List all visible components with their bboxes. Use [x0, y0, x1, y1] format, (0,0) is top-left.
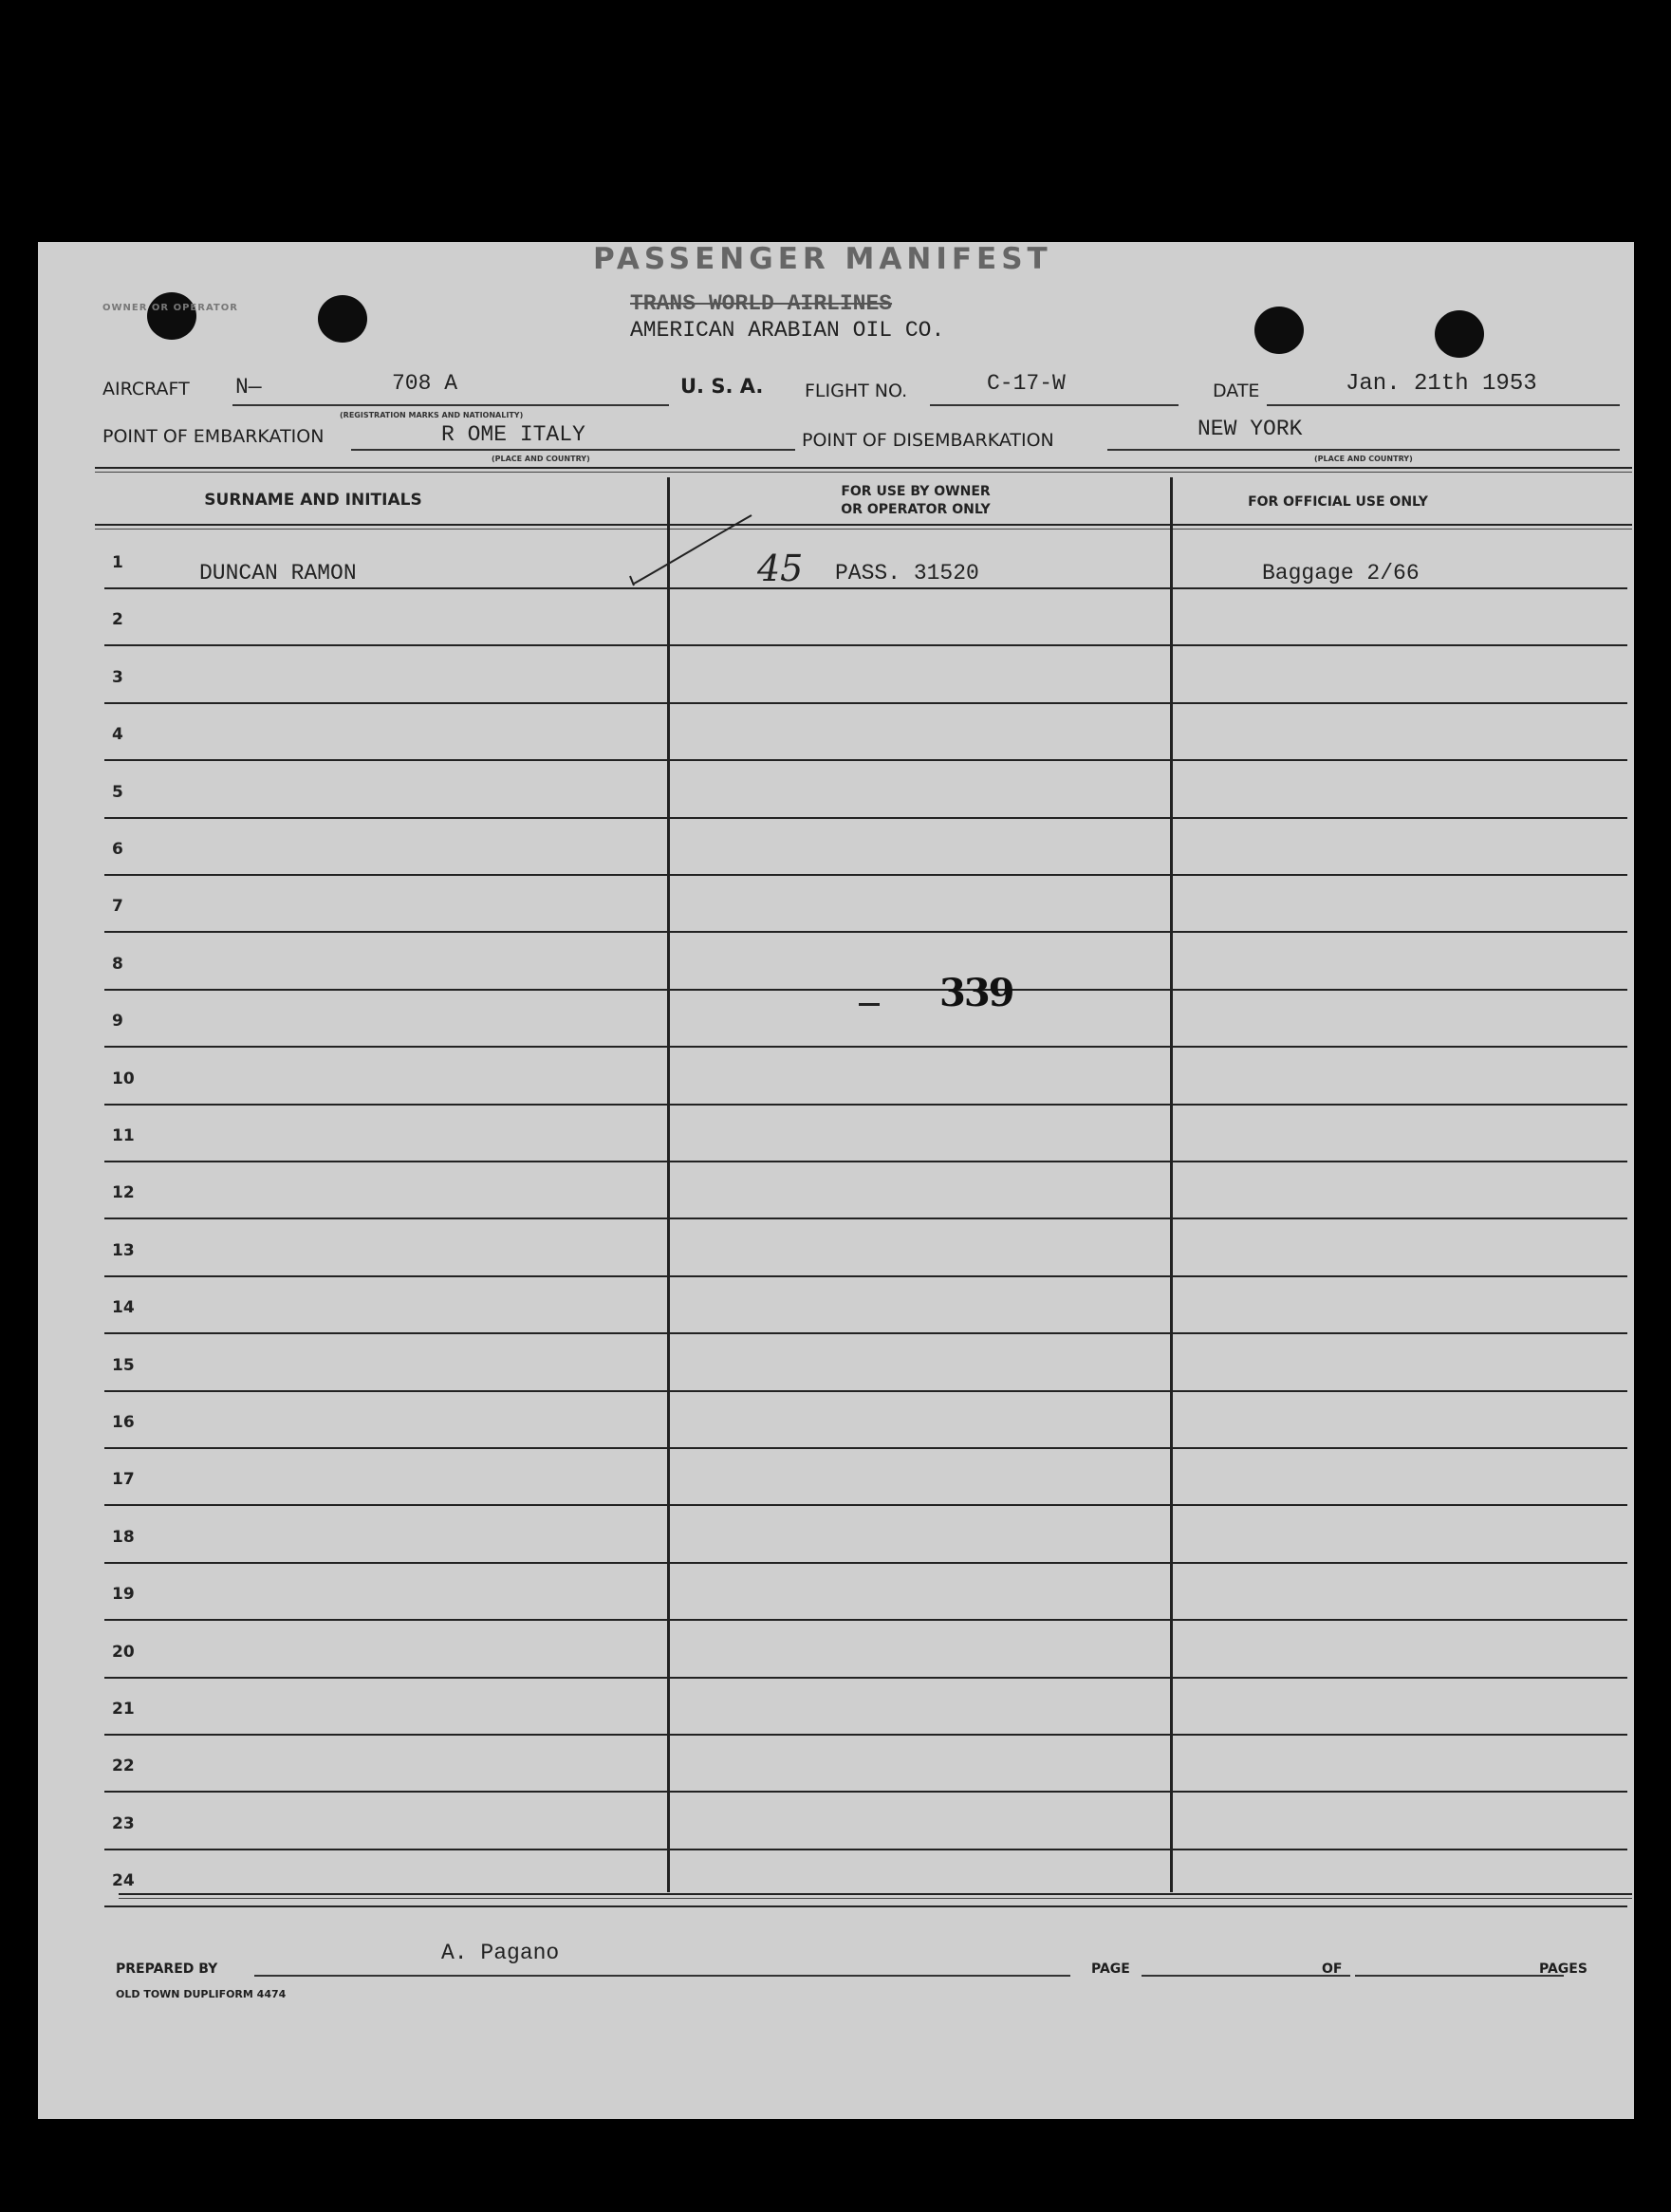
row-number: 18	[112, 1527, 135, 1547]
row-rule	[104, 1619, 1627, 1621]
row-number: 22	[112, 1757, 135, 1776]
owner-struck-value: TRANS WORLD AIRLINES	[630, 291, 893, 316]
col-header-surname: SURNAME AND INITIALS	[204, 491, 422, 510]
row-number: 9	[112, 1012, 123, 1032]
aircraft-prefix: N—	[235, 375, 262, 400]
row-1-official: Baggage 2/66	[1262, 561, 1420, 586]
row-rule	[104, 1332, 1627, 1334]
row-rule	[104, 1734, 1627, 1736]
table-top-rule	[95, 467, 1632, 473]
row-number: 11	[112, 1126, 135, 1145]
row-1-owner-mark: 45	[757, 548, 804, 589]
punch-hole-icon	[1435, 310, 1484, 358]
col-header-official: FOR OFFICIAL USE ONLY	[1248, 494, 1428, 510]
row-number: 20	[112, 1642, 135, 1662]
of-line	[1355, 1975, 1564, 1977]
aircraft-label: AIRCRAFT	[102, 379, 190, 400]
row-rule	[104, 644, 1627, 646]
row-rule	[104, 1905, 1627, 1907]
row-rule	[104, 1390, 1627, 1392]
row-rule	[104, 1046, 1627, 1048]
prepared-label: PREPARED BY	[116, 1961, 218, 1977]
pages-label: PAGES	[1539, 1961, 1587, 1977]
flight-line	[930, 404, 1179, 406]
row-rule	[104, 1447, 1627, 1449]
flight-label: FLIGHT NO.	[805, 381, 908, 401]
row-1-owner-text: PASS. 31520	[835, 561, 979, 586]
embarkation-value: R OME ITALY	[441, 422, 585, 447]
row-rule	[104, 1791, 1627, 1793]
row-rule	[104, 1161, 1627, 1162]
row-rule	[104, 931, 1627, 933]
row-number: 13	[112, 1240, 135, 1260]
column-divider	[1170, 477, 1173, 1892]
row-rule	[104, 817, 1627, 819]
prepared-value: A. Pagano	[441, 1941, 560, 1965]
row-1-name: DUNCAN RAMON	[199, 561, 357, 586]
aircraft-line	[232, 404, 669, 406]
flight-value: C-17-W	[987, 371, 1066, 396]
disembarkation-label: POINT OF DISEMBARKATION	[802, 430, 1054, 451]
row-rule	[104, 1677, 1627, 1679]
page-line	[1142, 1975, 1350, 1977]
embarkation-label: POINT OF EMBARKATION	[102, 426, 325, 447]
embarkation-line	[351, 449, 795, 451]
row-rule	[104, 989, 1627, 991]
row-rule	[104, 702, 1627, 704]
row-number: 12	[112, 1183, 135, 1203]
row-rule	[104, 587, 1627, 589]
table-header-rule	[95, 524, 1632, 530]
aircraft-value: 708 A	[392, 371, 458, 396]
row-number: 19	[112, 1585, 135, 1605]
row-number: 17	[112, 1470, 135, 1490]
row-rule	[104, 1562, 1627, 1564]
col-header-owner-line1: FOR USE BY OWNER	[841, 484, 991, 499]
row-rule	[104, 1104, 1627, 1106]
row-rule	[104, 1218, 1627, 1219]
form-title: PASSENGER MANIFEST	[593, 242, 1052, 276]
row-rule	[104, 1275, 1627, 1277]
column-divider	[667, 477, 670, 1892]
prepared-line	[254, 1975, 1070, 1977]
stamp-dash	[859, 1003, 880, 1006]
row-number: 14	[112, 1298, 135, 1318]
row-number: 10	[112, 1069, 135, 1088]
check-slash-icon	[626, 510, 759, 590]
row-number: 3	[112, 667, 123, 687]
nationality-label: U. S. A.	[680, 375, 764, 398]
page-label: PAGE	[1091, 1961, 1130, 1977]
row-number: 1	[112, 553, 123, 572]
of-label: OF	[1322, 1961, 1343, 1977]
punch-hole-icon	[1254, 307, 1304, 354]
stamp-number: 339	[939, 971, 1013, 1015]
date-line	[1267, 404, 1620, 406]
row-number: 2	[112, 610, 123, 630]
date-label: DATE	[1213, 381, 1260, 401]
row-number: 16	[112, 1413, 135, 1432]
row-number: 21	[112, 1700, 135, 1719]
owner-value: AMERICAN ARABIAN OIL CO.	[630, 318, 945, 343]
table-bottom-rule	[119, 1893, 1632, 1899]
row-rule	[104, 1849, 1627, 1850]
row-number: 15	[112, 1355, 135, 1375]
row-number: 6	[112, 840, 123, 859]
row-number: 4	[112, 725, 123, 745]
row-number: 8	[112, 954, 123, 974]
punch-hole-icon	[147, 292, 196, 340]
owner-label: OWNER OR OPERATOR	[102, 303, 238, 313]
manifest-page	[38, 242, 1634, 2119]
row-number: 24	[112, 1871, 135, 1891]
punch-hole-icon	[318, 295, 367, 343]
form-id: OLD TOWN DUPLIFORM 4474	[116, 1988, 287, 2000]
disembarkation-line	[1107, 449, 1620, 451]
disembarkation-sublabel: (PLACE AND COUNTRY)	[1314, 455, 1413, 463]
row-number: 23	[112, 1813, 135, 1833]
date-value: Jan. 21th 1953	[1346, 371, 1537, 397]
row-number: 7	[112, 897, 123, 917]
row-rule	[104, 1504, 1627, 1506]
disembarkation-value: NEW YORK	[1198, 417, 1303, 441]
row-rule	[104, 759, 1627, 761]
aircraft-sublabel: (REGISTRATION MARKS AND NATIONALITY)	[340, 411, 524, 419]
embarkation-sublabel: (PLACE AND COUNTRY)	[492, 455, 590, 463]
row-number: 5	[112, 782, 123, 802]
row-rule	[104, 874, 1627, 876]
col-header-owner-line2: OR OPERATOR ONLY	[841, 502, 991, 517]
